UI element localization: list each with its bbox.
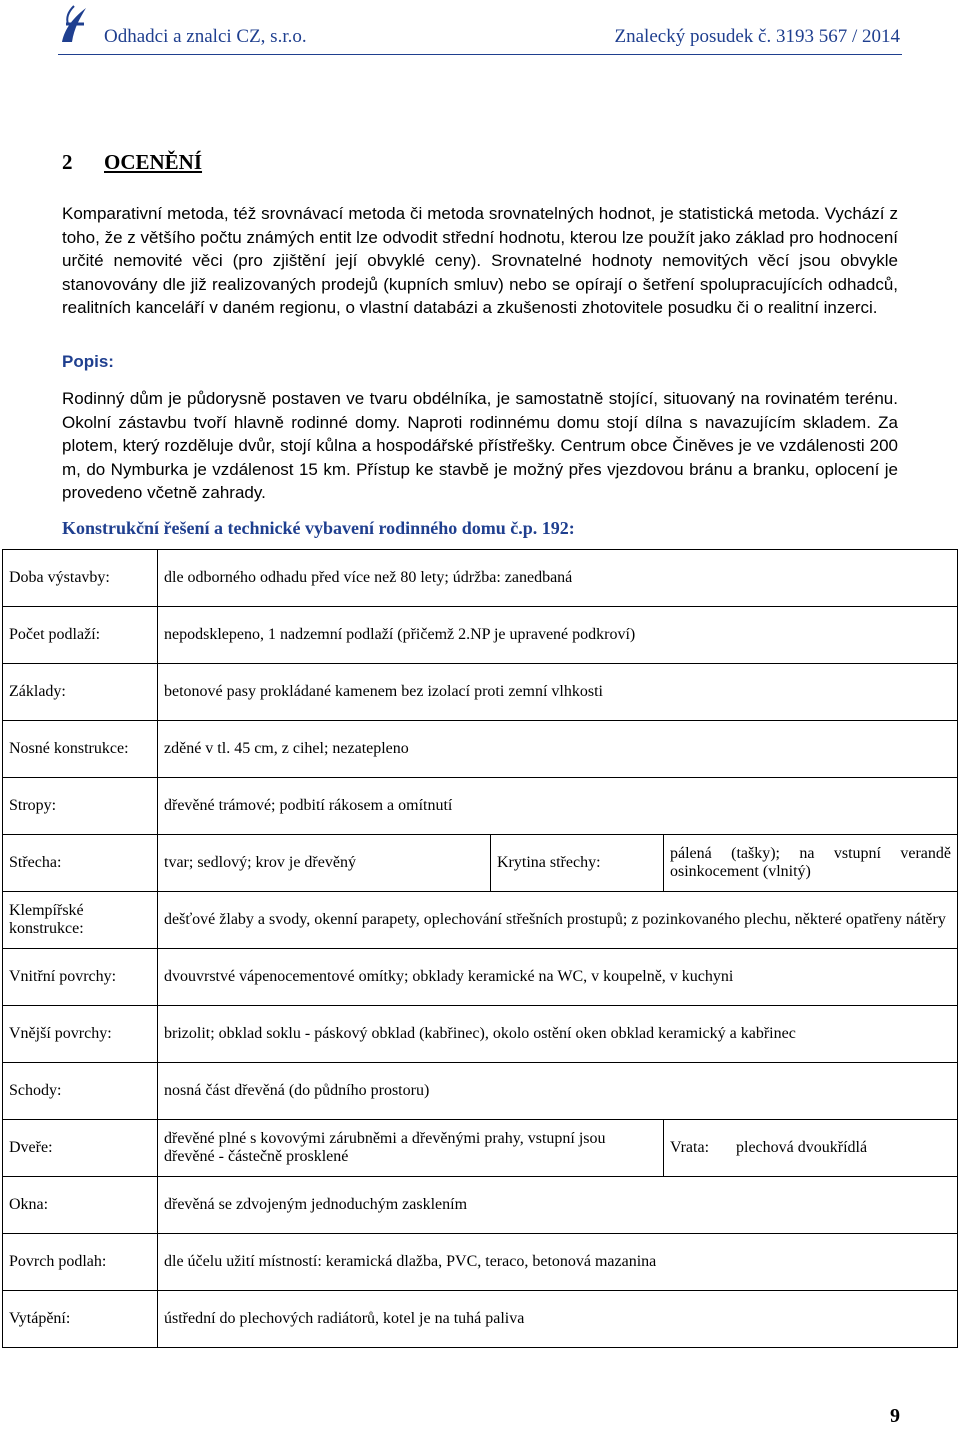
- page-number: 9: [890, 1405, 900, 1427]
- row-value: zděné v tl. 45 cm, z cihel; nezatepleno: [158, 721, 958, 778]
- header-divider: [58, 54, 902, 55]
- row-value: dle účelu užití místností: keramická dlažba, PVC, teraco, betonová mazanina: [158, 1234, 958, 1291]
- row-value: dřevěné plné s kovovými zárubněmi a dřevěnými prahy, vstupní jsou dřevěné - částečně prosklené: [158, 1120, 664, 1177]
- row-value: dvouvrstvé vápenocementové omítky; obklady keramické na WC, v koupelně, v kuchyni: [158, 949, 958, 1006]
- row-sub-label: Vrata:: [670, 1139, 710, 1156]
- table-row: [3, 949, 958, 1006]
- row-value: dešťové žlaby a svody, okenní parapety, oplechování střešních prostupů; z pozinkovaného plechu, některé opatřeny nátěry: [158, 892, 958, 949]
- row-label: Povrch podlah:: [3, 1234, 158, 1291]
- row-label: Schody:: [3, 1063, 158, 1120]
- report-number: Znalecký posudek č. 3193 567 / 2014: [614, 26, 900, 47]
- row-value: ústřední do plechových radiátorů, kotel je na tuhá paliva: [158, 1291, 958, 1348]
- row-value: nepodsklepeno, 1 nadzemní podlaží (přičemž 2.NP je upravené podkroví): [158, 607, 958, 664]
- table-row: [3, 778, 958, 835]
- company-logo-icon: [58, 2, 92, 46]
- description-label: Popis:: [62, 352, 114, 371]
- row-label: Vnější povrchy:: [3, 1006, 158, 1063]
- row-label: Stropy:: [3, 778, 158, 835]
- table-row: [3, 1006, 958, 1063]
- row-value: betonové pasy prokládané kamenem bez izolací proti zemní vlhkosti: [158, 664, 958, 721]
- row-label: Vytápění:: [3, 1291, 158, 1348]
- company-name: Odhadci a znalci CZ, s.r.o.: [104, 26, 307, 47]
- row-value: tvar; sedlový; krov je dřevěný: [158, 835, 491, 892]
- row-sub-label: Krytina střechy:: [491, 835, 664, 892]
- row-label: Klempířské konstrukce:: [3, 892, 158, 949]
- description-paragraph: Rodinný dům je půdorysně postaven ve tvaru obdélníka, je samostatně stojící, situovaný na rovinatém terénu. Okolní zástavbu tvoří hlavně rodinné domy. Naproti rodinnému domu stojí dílna s navazujícím skladem. Za plotem, který rozděluje dvůr, stojí kůlna a hospodářské přístřešky. Centrum obce Činěves je ve vzdálenosti 200 m, do Nymburka je vzdálenost 15 km. Přístup ke stavbě je možný přes vjezdovou bránu a branku, oplocení je provedeno včetně zahrady.: [62, 389, 898, 502]
- table-row: [3, 1120, 958, 1177]
- section-number: 2: [62, 150, 73, 174]
- row-label: Doba výstavby:: [3, 550, 158, 607]
- construction-subheading: Konstrukční řešení a technické vybavení rodinného domu č.p. 192:: [62, 518, 575, 538]
- table-row: [3, 1177, 958, 1234]
- table-row: [3, 607, 958, 664]
- row-value: dřevěná se zdvojeným jednoduchým zasklením: [158, 1177, 958, 1234]
- row-sub-value: pálená (tašky); na vstupní verandě osinkocement (vlnitý): [664, 835, 958, 892]
- row-extra: [664, 1120, 958, 1177]
- table-row: [3, 892, 958, 949]
- section-title: OCENĚNÍ: [104, 150, 203, 174]
- row-label: Základy:: [3, 664, 158, 721]
- row-value: nosná část dřevěná (do půdního prostoru): [158, 1063, 958, 1120]
- row-label: Nosné konstrukce:: [3, 721, 158, 778]
- row-label: Počet podlaží:: [3, 607, 158, 664]
- table-row: [3, 664, 958, 721]
- table-row: [3, 835, 958, 892]
- page-header: [0, 0, 960, 58]
- row-value: dle odborného odhadu před více než 80 lety; údržba: zanedbaná: [158, 550, 958, 607]
- specification-table: [2, 549, 958, 1348]
- row-label: Okna:: [3, 1177, 158, 1234]
- intro-paragraph: Komparativní metoda, též srovnávací metoda či metoda srovnatelných hodnot, je statistická metoda. Vychází z toho, že z většího počtu známých entit lze odvodit střední hodnotu, kterou lze použít jako základ pro hodnocení určité nemovité věci (pro zjištění její obvyklé ceny). Srovnatelné hodnoty nemovitých věcí jsou obvykle stanovovány dle již realizovaných prodejů (kupních smluv) nebo se opírají o šetření spolupracujících odhadců, realitních kanceláří v daném regionu, o vlastní databázi a zkušenosti zhotovitele posudku či o realitní inzerci.: [62, 204, 898, 317]
- row-label: Střecha:: [3, 835, 158, 892]
- row-label: Vnitřní povrchy:: [3, 949, 158, 1006]
- row-sub-value: plechová dvoukřídlá: [736, 1139, 868, 1156]
- row-value: dřevěné trámové; podbití rákosem a omítnutí: [158, 778, 958, 835]
- table-row: [3, 721, 958, 778]
- row-label: Dveře:: [3, 1120, 158, 1177]
- row-value: brizolit; obklad soklu - páskový obklad (kabřinec), okolo ostění oken obklad keramický a kabřinec: [158, 1006, 958, 1063]
- table-row: [3, 1291, 958, 1348]
- table-row: [3, 1063, 958, 1120]
- table-row: [3, 1234, 958, 1291]
- table-row: [3, 550, 958, 607]
- section-heading: [62, 150, 202, 175]
